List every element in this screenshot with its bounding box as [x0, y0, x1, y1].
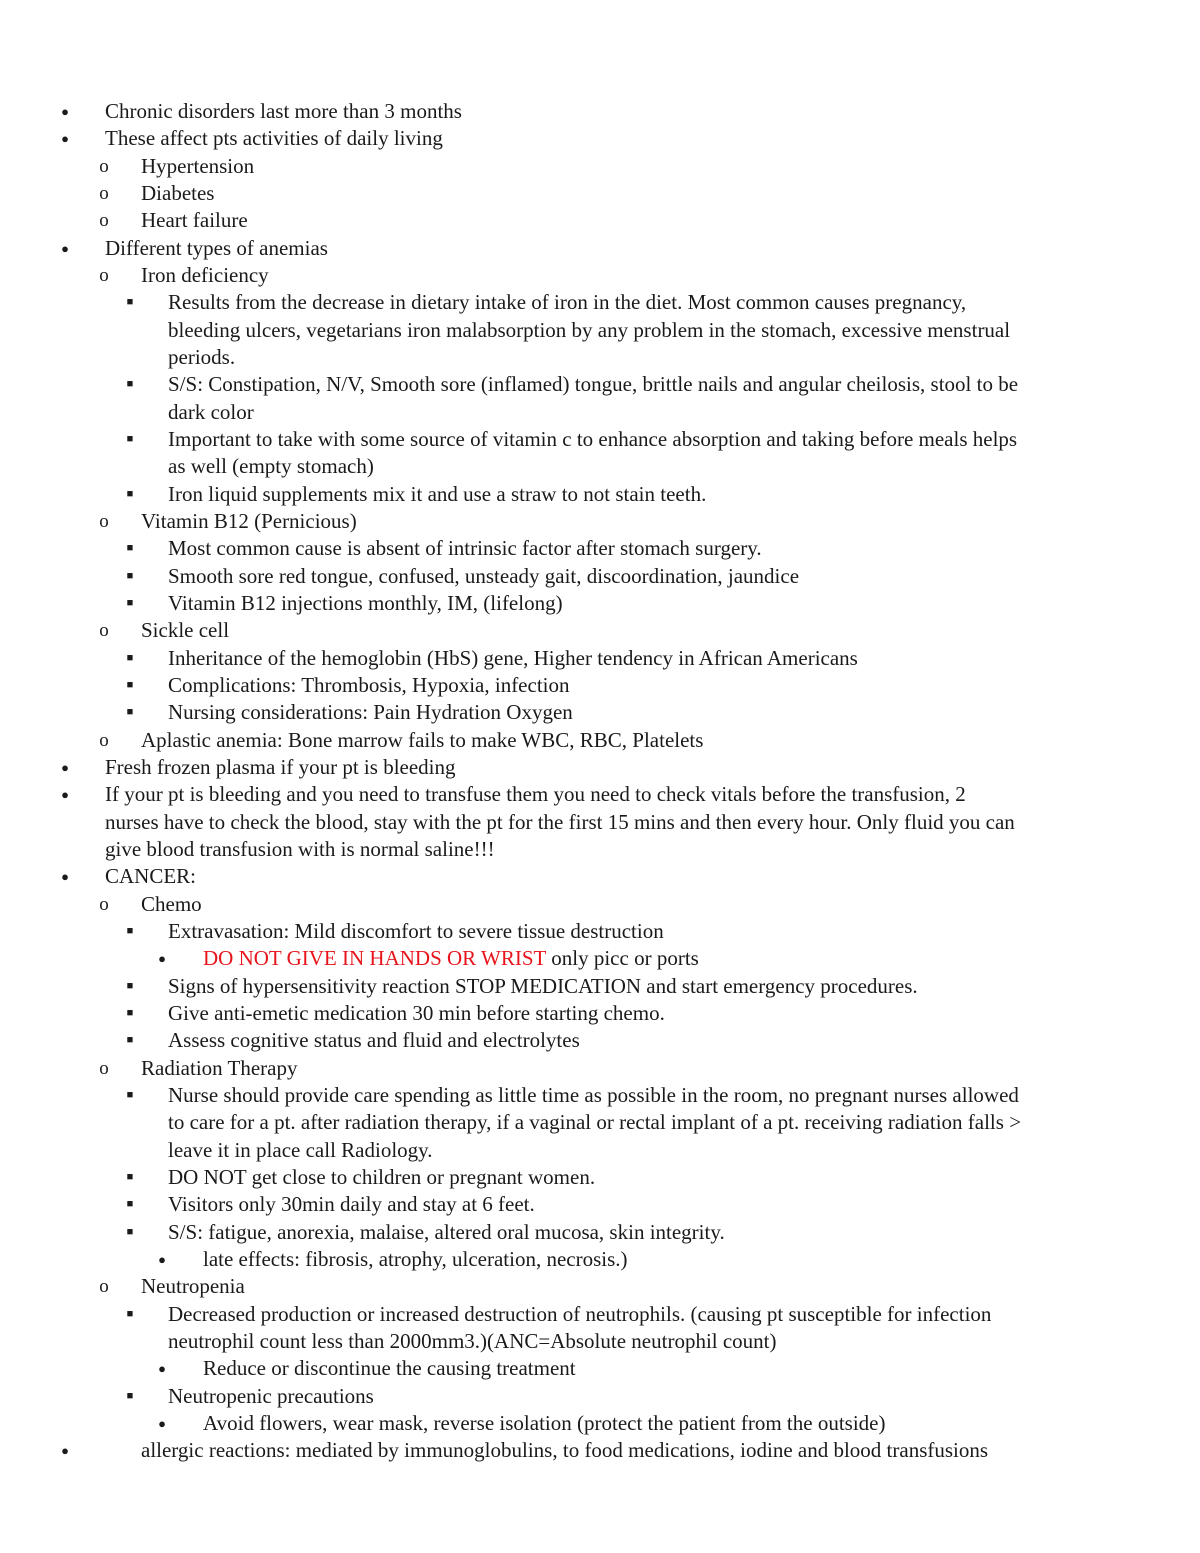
- item-text: Inheritance of the hemoglobin (HbS) gene, Higher tendency in African Americans: [168, 645, 858, 670]
- bullet-square-icon: ■: [126, 432, 134, 445]
- list-item-text: [168, 1328, 777, 1355]
- list-line: [0, 508, 1200, 535]
- list-item-text: [168, 535, 762, 562]
- item-text: Reduce or discontinue the causing treatment: [203, 1356, 576, 1381]
- list-line: [0, 836, 1200, 863]
- item-text: Signs of hypersensitivity reaction STOP MEDICATION and start emergency procedures.: [168, 973, 918, 998]
- bullet-square-icon: ■: [126, 1225, 134, 1238]
- warning-text: DO NOT GIVE IN HANDS OR WRIST: [203, 946, 547, 971]
- list-line: [0, 426, 1200, 453]
- item-text: Iron deficiency: [141, 262, 269, 287]
- list-item-text: [168, 371, 1018, 398]
- list-item-text: [168, 1109, 1021, 1136]
- item-text: Extravasation: Mild discomfort to severe tissue destruction: [168, 918, 664, 943]
- item-text: Vitamin B12 (Pernicious): [141, 508, 357, 533]
- list-line: [0, 1027, 1200, 1054]
- list-item-text: [168, 1137, 433, 1164]
- bullet-disc-icon: ●: [158, 1251, 166, 1267]
- list-line: [0, 945, 1200, 972]
- list-item-text: [168, 1219, 725, 1246]
- bullet-circle-icon: o: [99, 264, 109, 286]
- item-text: Important to take with some source of vitamin c to enhance absorption and taking before meals helps: [168, 426, 1018, 451]
- list-line: [0, 535, 1200, 562]
- item-text: S/S: fatigue, anorexia, malaise, altered oral mucosa, skin integrity.: [168, 1219, 725, 1244]
- list-item-text: [105, 235, 328, 262]
- bullet-circle-icon: o: [99, 510, 109, 532]
- list-line: [0, 453, 1200, 480]
- list-line: [0, 207, 1200, 234]
- list-line: [0, 153, 1200, 180]
- bullet-circle-icon: o: [99, 1276, 109, 1298]
- item-text: DO NOT get close to children or pregnant women.: [168, 1164, 596, 1189]
- item-text: leave it in place call Radiology.: [168, 1137, 433, 1162]
- list-item-text: [168, 645, 858, 672]
- item-text: Diabetes: [141, 180, 215, 205]
- list-line: [0, 1137, 1200, 1164]
- bullet-disc-icon: ●: [61, 1443, 69, 1459]
- list-item-text: [141, 891, 202, 918]
- list-item-text: [141, 727, 703, 754]
- list-line: [0, 863, 1200, 890]
- list-line: [0, 1000, 1200, 1027]
- bullet-square-icon: ■: [126, 678, 134, 691]
- bullet-square-icon: ■: [126, 1307, 134, 1320]
- item-text: periods.: [168, 344, 236, 369]
- bullet-square-icon: ■: [126, 296, 134, 309]
- list-item-text: [168, 426, 1017, 453]
- list-item-text: [141, 153, 254, 180]
- item-text: CANCER:: [105, 864, 197, 889]
- list-line: [0, 754, 1200, 781]
- bullet-disc-icon: ●: [61, 240, 69, 256]
- item-text: Vitamin B12 injections monthly, IM, (lifelong): [168, 590, 563, 615]
- list-line: [0, 399, 1200, 426]
- item-text: Aplastic anemia: Bone marrow fails to make WBC, RBC, Platelets: [141, 727, 704, 752]
- item-text: Complications: Thrombosis, Hypoxia, infection: [168, 672, 570, 697]
- item-text: Iron liquid supplements mix it and use a straw to not stain teeth.: [168, 481, 707, 506]
- list-line: [0, 1437, 1200, 1464]
- bullet-disc-icon: ●: [61, 759, 69, 775]
- bullet-circle-icon: o: [99, 620, 109, 642]
- item-text: Decreased production or increased destruction of neutrophils. (causing pt susceptible for infection: [168, 1301, 992, 1326]
- item-text: Fresh frozen plasma if your pt is bleeding: [105, 754, 456, 779]
- list-line: [0, 317, 1200, 344]
- item-text: Avoid flowers, wear mask, reverse isolation (protect the patient from the outside): [203, 1410, 886, 1435]
- list-line: [0, 125, 1200, 152]
- item-text: Most common cause is absent of intrinsic factor after stomach surgery.: [168, 536, 762, 561]
- bullet-square-icon: ■: [126, 487, 134, 500]
- bullet-disc-icon: ●: [158, 951, 166, 967]
- bullet-disc-icon: ●: [61, 131, 69, 147]
- list-line: [0, 1055, 1200, 1082]
- item-text: Sickle cell: [141, 618, 230, 643]
- item-text: Radiation Therapy: [141, 1055, 298, 1080]
- bullet-square-icon: ■: [126, 1006, 134, 1019]
- list-item-text: [168, 1027, 580, 1054]
- list-line: [0, 344, 1200, 371]
- bullet-disc-icon: ●: [61, 104, 69, 119]
- list-item-text: [105, 781, 966, 808]
- item-text: Hypertension: [141, 153, 255, 178]
- list-item-text: [141, 180, 214, 207]
- list-line: [0, 235, 1200, 262]
- item-text: Nursing considerations: Pain Hydration Oxygen: [168, 700, 573, 725]
- list-item-text: [168, 289, 966, 316]
- list-line: [0, 617, 1200, 644]
- bullet-circle-icon: o: [99, 182, 109, 204]
- bullet-square-icon: ■: [126, 1170, 134, 1183]
- item-text: neutrophil count less than 2000mm3.)(ANC=Absolute neutrophil count): [168, 1328, 777, 1353]
- bullet-square-icon: ■: [126, 1389, 134, 1402]
- list-line: [0, 481, 1200, 508]
- list-line: [0, 1301, 1200, 1328]
- list-item-text: [141, 1055, 298, 1082]
- bullet-square-icon: ■: [126, 706, 134, 719]
- list-item-text: [168, 1383, 374, 1410]
- list-line: [0, 781, 1200, 808]
- list-item-text: [203, 1355, 576, 1382]
- item-text: Nurse should provide care spending as little time as possible in the room, no pregnant nurses allowed: [168, 1082, 1019, 1107]
- list-item-text: [168, 1164, 595, 1191]
- list-line: [0, 973, 1200, 1000]
- list-item-text: [168, 563, 799, 590]
- list-item-text: [203, 1246, 628, 1273]
- item-text: allergic reactions: mediated by immunoglobulins, to food medications, iodine and blood transfusions: [141, 1438, 989, 1463]
- bullet-square-icon: ■: [126, 924, 134, 937]
- bullet-disc-icon: ●: [61, 787, 69, 803]
- bullet-square-icon: ■: [126, 569, 134, 582]
- list-line: [0, 1410, 1200, 1437]
- list-item-text: [141, 1273, 245, 1300]
- list-item-text: [105, 836, 495, 863]
- list-item-text: [141, 262, 269, 289]
- list-line: [0, 1383, 1200, 1410]
- list-item-text: [168, 1000, 665, 1027]
- item-text: Visitors only 30min daily and stay at 6 feet.: [168, 1192, 535, 1217]
- bullet-circle-icon: o: [99, 1057, 109, 1079]
- list-line: [0, 727, 1200, 754]
- bullet-disc-icon: ●: [158, 1361, 166, 1377]
- list-line: [0, 563, 1200, 590]
- item-text: Neutropenia: [141, 1274, 245, 1299]
- list-line: [0, 645, 1200, 672]
- item-text: give blood transfusion with is normal saline!!!: [105, 836, 495, 861]
- list-item-text: [168, 918, 664, 945]
- list-line: [0, 262, 1200, 289]
- list-item-text: [168, 590, 563, 617]
- item-text: Neutropenic precautions: [168, 1383, 374, 1408]
- bullet-square-icon: ■: [126, 651, 134, 664]
- list-item-text: [141, 207, 248, 234]
- list-line: [0, 1273, 1200, 1300]
- list-line: [0, 1328, 1200, 1355]
- list-line: [0, 1355, 1200, 1382]
- list-line: [0, 289, 1200, 316]
- list-line: [0, 918, 1200, 945]
- list-line: [0, 1246, 1200, 1273]
- bullet-square-icon: ■: [126, 378, 134, 391]
- bullet-circle-icon: o: [99, 893, 109, 915]
- bullet-circle-icon: o: [99, 210, 109, 232]
- list-line: [0, 1191, 1200, 1218]
- list-item-text: [168, 453, 374, 480]
- list-line: [0, 672, 1200, 699]
- item-text: Smooth sore red tongue, confused, unsteady gait, discoordination, jaundice: [168, 563, 800, 588]
- item-text: to care for a pt. after radiation therapy, if a vaginal or rectal implant of a pt. receiving radiation falls >: [168, 1110, 1022, 1135]
- item-text: Heart failure: [141, 208, 248, 233]
- item-text: If your pt is bleeding and you need to transfuse them you need to check vitals before the transfusion, 2: [105, 782, 966, 807]
- list-item-text: [168, 1082, 1019, 1109]
- item-text: Different types of anemias: [105, 235, 328, 260]
- item-text: S/S: Constipation, N/V, Smooth sore (inflamed) tongue, brittle nails and angular cheilosis, stool to be: [168, 372, 1019, 397]
- list-item-text: [168, 399, 254, 426]
- list-item-text: [141, 1437, 988, 1464]
- list-line: [0, 371, 1200, 398]
- item-text: nurses have to check the blood, stay with the pt for the first 15 mins and then every hour. Only fluid you can: [105, 809, 1015, 834]
- bullet-square-icon: ■: [126, 979, 134, 992]
- list-line: [0, 699, 1200, 726]
- item-text: bleeding ulcers, vegetarians iron malabsorption by any problem in the stomach, excessive menstrual: [168, 317, 1011, 342]
- item-text: Chronic disorders last more than 3 months: [105, 99, 462, 123]
- list-item-text: [168, 699, 573, 726]
- list-line: [0, 590, 1200, 617]
- list-item-text: [105, 863, 196, 890]
- list-item-text: [168, 481, 706, 508]
- bullet-disc-icon: ●: [61, 869, 69, 885]
- bullet-square-icon: ■: [126, 1034, 134, 1047]
- item-text: Chemo: [141, 891, 202, 916]
- list-line: [0, 1164, 1200, 1191]
- list-line: [0, 809, 1200, 836]
- item-text: Assess cognitive status and fluid and electrolytes: [168, 1028, 580, 1053]
- list-item-text: [168, 672, 570, 699]
- list-line: [0, 891, 1200, 918]
- bullet-disc-icon: ●: [158, 1415, 166, 1431]
- item-text: These affect pts activities of daily living: [105, 126, 443, 151]
- bullet-square-icon: ■: [126, 596, 134, 609]
- list-line: [0, 180, 1200, 207]
- list-item-text: [168, 1191, 535, 1218]
- item-text: as well (empty stomach): [168, 454, 374, 479]
- list-item-text: [141, 508, 357, 535]
- list-line: [0, 1219, 1200, 1246]
- item-text: Results from the decrease in dietary intake of iron in the diet. Most common causes pregnancy,: [168, 290, 967, 315]
- bullet-square-icon: ■: [126, 542, 134, 555]
- item-text: dark color: [168, 399, 254, 424]
- list-item-text: [105, 809, 1015, 836]
- item-text: Give anti-emetic medication 30 min before starting chemo.: [168, 1000, 665, 1025]
- list-line: [0, 1109, 1200, 1136]
- list-item-text: [168, 317, 1010, 344]
- list-item-text: [168, 973, 918, 1000]
- list-item-text: [141, 617, 229, 644]
- item-text: only picc or ports: [546, 946, 699, 971]
- bullet-circle-icon: o: [99, 155, 109, 177]
- list-item-text: [203, 1410, 885, 1437]
- item-text: late effects: fibrosis, atrophy, ulceration, necrosis.): [203, 1246, 628, 1271]
- list-item-text: [105, 125, 443, 152]
- list-item-text: [105, 754, 456, 781]
- bullet-square-icon: ■: [126, 1198, 134, 1211]
- bullet-square-icon: ■: [126, 1088, 134, 1101]
- list-item-text: [203, 945, 699, 972]
- bullet-circle-icon: o: [99, 729, 109, 751]
- list-line: [0, 1082, 1200, 1109]
- list-item-text: [168, 1301, 991, 1328]
- list-item-text: [105, 98, 462, 125]
- list-line: [0, 98, 1200, 125]
- list-item-text: [168, 344, 235, 371]
